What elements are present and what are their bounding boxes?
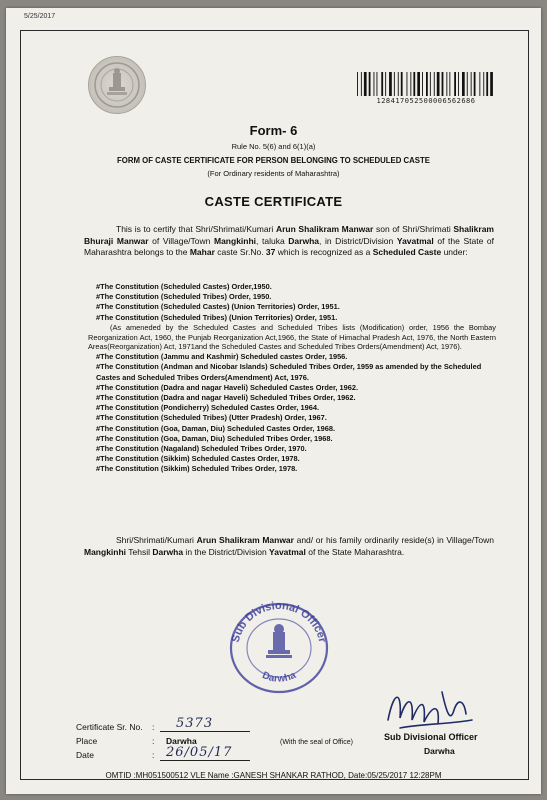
barcode-bar	[417, 72, 420, 96]
underline	[160, 760, 250, 761]
list-item: #The Constitution (Goa, Daman, Diu) Scheduled Tribes Order, 1968.	[96, 433, 333, 443]
list-item: #The Constitution (Scheduled Tribes) (Union Territories) Order, 1951.	[96, 312, 338, 322]
barcode-bar	[490, 72, 493, 96]
barcode-bar	[410, 72, 411, 96]
barcode-bar	[442, 72, 444, 96]
barcode-bar	[474, 72, 476, 96]
office-seal-icon	[224, 598, 334, 694]
barcode-bar	[389, 72, 392, 96]
father-name: Shalikram Bhuraji Manwar	[84, 224, 494, 246]
barcode-bar	[462, 72, 465, 96]
para-text: , taluka	[256, 235, 289, 246]
barcode-bar	[479, 72, 480, 96]
barcode-bar	[369, 72, 371, 96]
list-item: #The Constitution (Pondicherry) Scheduled Castes Order, 1964.	[96, 403, 320, 413]
certificate-title: CASTE CERTIFICATE	[204, 194, 343, 209]
certification-paragraph	[84, 224, 494, 259]
village-name: Mangkinhi	[84, 546, 127, 557]
list-item: #The Constitution (Andman and Nicobar Islands) Scheduled Tribes Order, 1959 as amended by the Scheduled Castes and Scheduled Tribes Orders(Amendment) Act, 1976.	[96, 362, 482, 382]
barcode-bar	[394, 72, 395, 96]
list-item: #The Constitution (Scheduled Tribes) (Utter Pradesh) Order, 1967.	[96, 413, 327, 423]
village-name: Mangkinhi	[214, 235, 257, 246]
barcode-bar	[357, 72, 358, 96]
list-item: #The Constitution (Sikkim) Scheduled Tribes Order, 1978.	[96, 464, 298, 474]
caste-category: Scheduled Caste	[372, 247, 442, 257]
para-text: and/ or his family ordinarily reside(s) in Village/Town	[293, 535, 494, 545]
barcode-bar	[377, 72, 378, 96]
barcode-icon	[357, 72, 495, 96]
field-colon: :	[152, 750, 155, 760]
date-value: 26/05/17	[166, 745, 233, 760]
barcode-bar	[364, 72, 367, 96]
date-label: Date	[76, 750, 94, 760]
svg-text:Darwha	[260, 670, 298, 685]
certificate-number-value: 5373	[176, 716, 214, 731]
list-item: #The Constitution (Sikkim) Scheduled Castes Order, 1978.	[96, 454, 300, 464]
field-colon: :	[152, 722, 155, 732]
place-label: Place	[76, 736, 98, 746]
para-text: son of Shri/Shrimati	[373, 224, 454, 234]
barcode-bar	[374, 72, 375, 96]
print-date: 5/25/2017	[24, 13, 56, 20]
constitution-orders-list	[88, 282, 496, 475]
barcode-bar	[449, 72, 450, 96]
barcode-bar	[446, 72, 447, 96]
barcode-bar	[361, 72, 362, 96]
amendment-note: (As ameneded by the Scheduled Castes and Scheduled Tribes lists (Modification) order, 1956 the Bombay Reorganization Act, 1960, the Punjab Reorganization Act,1966, the State of Himachal Pradesh Act, 1976, the North Eastern Areas(Reorganization) Act, 1971and the Scheduled Castes and Scheduled Tribes Orders(Amendment) Act, 1976).	[88, 322, 496, 352]
barcode-bar	[401, 72, 403, 96]
field-colon: :	[152, 736, 155, 746]
para-text: Shri/Shrimati/Kumari	[116, 535, 197, 545]
barcode-bar	[483, 72, 484, 96]
seal-note: (With the seal of Office)	[280, 739, 354, 746]
para-text: This is to certify that Shri/Shrimati/Kumari	[116, 224, 276, 234]
para-text: Tehsil	[126, 546, 153, 557]
place-value: Darwha	[166, 736, 197, 746]
barcode-bar	[471, 72, 472, 96]
barcode-bar	[398, 72, 399, 96]
barcode-bar	[467, 72, 468, 96]
list-item: #The Constitution (Scheduled Castes) (Union Territories) Order, 1951.	[96, 302, 340, 312]
para-text: of the State Maharashtra.	[305, 546, 405, 557]
district-name: Yavatmal	[396, 235, 434, 246]
para-text: , in District/Division	[319, 235, 397, 246]
barcode-bar	[426, 72, 428, 96]
district-name: Yavatmal	[269, 546, 306, 557]
holder-name: Arun Shalikram Manwar	[275, 224, 374, 234]
barcode-bar	[407, 72, 408, 96]
footer-omtid: OMTID :MH051500512 VLE Name :GANESH SHANKAR RATHOD, Date:05/25/2017 12:28PM	[105, 771, 442, 780]
para-text: caste Sr.No.	[214, 247, 266, 257]
seal-top-text: Sub Divisional Officer	[229, 599, 329, 644]
form-title: Form- 6	[249, 123, 298, 138]
underline	[160, 731, 250, 732]
list-item: #The Constitution (Scheduled Castes) Order,1950.	[96, 282, 272, 291]
barcode-bar	[381, 72, 383, 96]
barcode-bar	[486, 72, 488, 96]
rule-reference: Rule No. 5(6) and 6(1)(a)	[231, 142, 316, 151]
seal-bottom-text: Darwha	[260, 669, 298, 685]
barcode-bar	[437, 72, 440, 96]
signature-icon	[380, 680, 480, 740]
para-text: which is recognized as a	[275, 247, 373, 257]
list-item: #The Constitution (Dadra and nagar Haveli) Scheduled Castes Order, 1962.	[96, 382, 359, 392]
barcode-bar	[430, 72, 431, 96]
caste-name: Mahar	[189, 247, 215, 257]
barcode-number: 128417052500006562686	[376, 97, 476, 105]
barcode-bar	[385, 72, 386, 96]
list-item: #The Constitution (Nagaland) Scheduled Tribes Order, 1970.	[96, 444, 307, 454]
caste-serial-number: 37	[265, 247, 276, 257]
certificate-number-label: Certificate Sr. No.	[76, 722, 143, 732]
list-item: #The Constitution (Dadra and nagar Haveli) Scheduled Tribes Order, 1962.	[96, 393, 356, 403]
residence-paragraph	[84, 535, 494, 558]
barcode-bar	[413, 72, 415, 96]
barcode-bar	[454, 72, 456, 96]
taluka-name: Darwha	[288, 235, 319, 246]
form-subheading: (For Ordinary residents of Maharashtra)	[207, 169, 340, 178]
barcode-bar	[458, 72, 459, 96]
state-emblem-icon	[88, 56, 146, 114]
para-text: of Village/Town	[148, 235, 214, 246]
form-heading: FORM OF CASTE CERTIFICATE FOR PERSON BELONGING TO SCHEDULED CASTE	[117, 156, 430, 165]
list-item: #The Constitution (Goa, Daman, Diu) Scheduled Castes Order, 1968.	[96, 423, 336, 433]
para-text: in the District/Division	[183, 546, 270, 557]
tehsil-name: Darwha	[152, 546, 184, 557]
signatory-title: Sub Divisional Officer	[384, 732, 478, 742]
para-text: under:	[441, 247, 468, 257]
para-text: of the State of Maharashtra belongs to the	[84, 235, 494, 257]
barcode-bar	[434, 72, 435, 96]
holder-name: Arun Shalikram Manwar	[196, 535, 294, 545]
list-item: #The Constitution (Scheduled Tribes) Order, 1950.	[96, 292, 272, 302]
list-item: #The Constitution (Jammu and Kashmir) Scheduled castes Order, 1956.	[96, 352, 348, 362]
signatory-place: Darwha	[424, 746, 455, 756]
barcode-bar	[422, 72, 423, 96]
